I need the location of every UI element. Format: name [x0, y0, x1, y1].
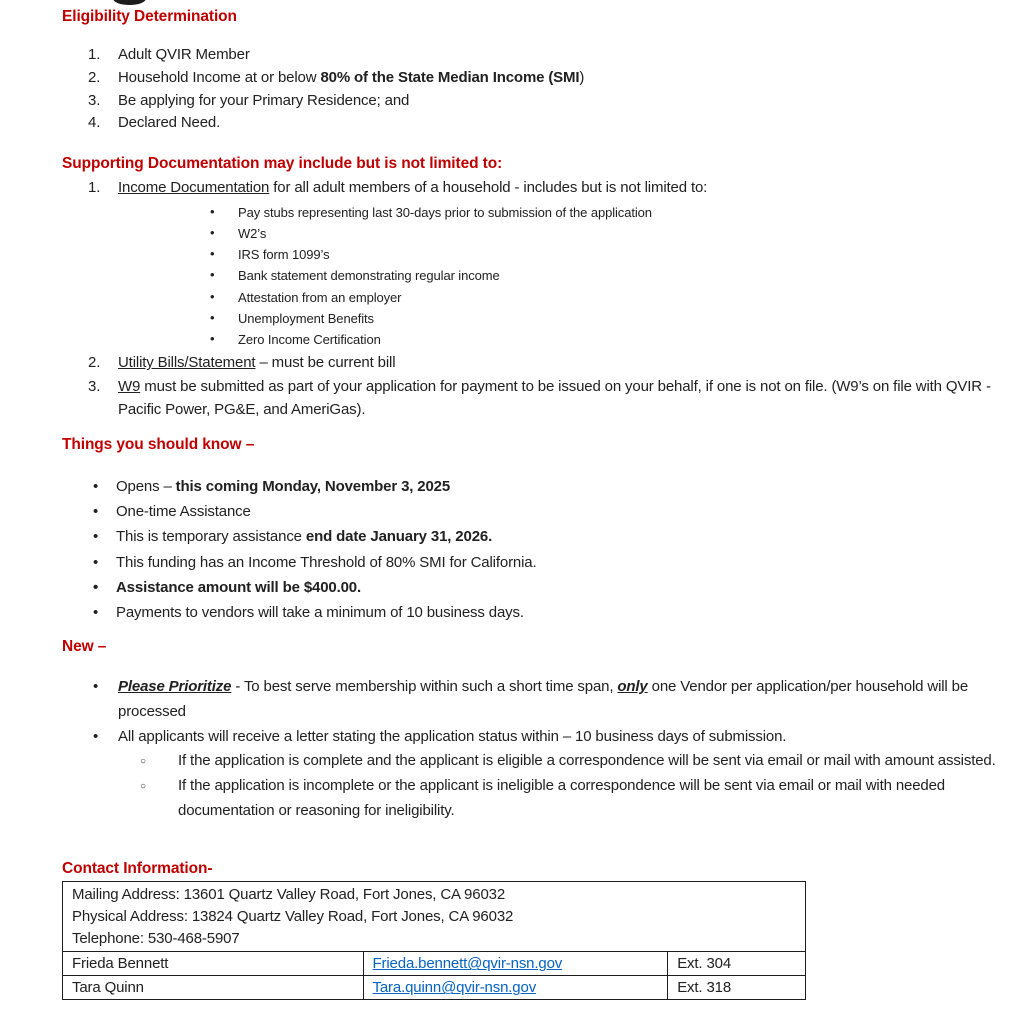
sub-list-item [62, 223, 1010, 244]
sub-list-item-text: Attestation from an employer [238, 289, 402, 305]
supporting-docs-heading: Supporting Documentation may include but is not limited to: [62, 155, 503, 172]
list-item [62, 44, 1010, 67]
mailing-address: Mailing Address: 13601 Quartz Valley Road, Fort Jones, CA 96032 [72, 886, 506, 903]
list-item-text: W9 must be submitted as part of your application for payment to be issued on your behalf, if one is not on file. (W9’s on file with QVIR - Pacific Power, PG&E, and AmeriGas). [118, 378, 991, 419]
bullet-icon: • [93, 528, 99, 546]
bullet-item [62, 499, 1010, 524]
bullet-item [62, 575, 1010, 600]
things-to-know-heading: Things you should know – [62, 436, 255, 453]
table-row-contact [63, 952, 806, 976]
eligibility-list [62, 44, 1010, 135]
bullet-icon: • [93, 578, 99, 596]
list-item [62, 67, 1010, 90]
bullet-icon: • [93, 604, 99, 622]
list-item-text: Household Income at or below 80% of the State Median Income (SMI) [118, 68, 585, 86]
circle-bullet-icon: ○ [140, 756, 146, 768]
bullet-item-text: Payments to vendors will take a minimum of 10 business days. [116, 604, 524, 622]
list-number: 2. [88, 354, 101, 372]
cropped-title-fragment [113, 0, 146, 5]
contact-extension: Ext. 304 [668, 952, 806, 976]
sub-list-item-text: IRS form 1099’s [238, 247, 330, 263]
contact-email-cell [363, 952, 668, 976]
list-number: 1. [88, 179, 101, 196]
bullet-icon: • [210, 225, 215, 240]
bullet-icon: • [93, 678, 99, 695]
bullet-item [62, 474, 1010, 499]
list-item [62, 177, 1010, 200]
table-row-addresses [63, 882, 806, 952]
sub-list-item-text: Unemployment Benefits [238, 310, 374, 326]
new-section-list [62, 675, 1017, 824]
sub-list-item [62, 202, 1010, 223]
supporting-docs-list [62, 177, 1010, 421]
bullet-item-text: Opens – this coming Monday, November 3, 2025 [116, 478, 451, 495]
contact-email-cell [363, 976, 668, 1000]
bullet-icon: • [93, 553, 99, 571]
circle-sub-item [62, 749, 1017, 774]
contact-table [62, 881, 806, 1000]
bullet-icon: • [210, 288, 215, 304]
bullet-item [62, 600, 1010, 625]
list-item-text: Income Documentation for all adult members of a household - includes but is not limited to: [118, 179, 708, 196]
list-item-text: Adult QVIR Member [118, 46, 250, 63]
sub-list-item [62, 308, 1010, 329]
bullet-icon: • [210, 309, 215, 325]
telephone: Telephone: 530-468-5907 [72, 929, 240, 947]
bullet-item [62, 675, 1017, 725]
sub-list-item-text: Zero Income Certification [238, 332, 381, 348]
sub-list-item [62, 244, 1010, 265]
list-item [62, 112, 1010, 135]
bullet-item-text: All applicants will receive a letter stating the application status within – 10 business days of submission. [118, 727, 787, 745]
circle-sub-item-text: If the application is complete and the applicant is eligible a correspondence will be sent via email or mail with amount assisted. [178, 752, 996, 770]
bullet-item [62, 725, 1017, 750]
bullet-item [62, 524, 1010, 549]
bullet-icon: • [210, 246, 215, 262]
income-doc-sublist [62, 202, 1010, 350]
list-item [62, 90, 1010, 113]
list-item [62, 375, 1010, 421]
list-number: 2. [88, 68, 101, 86]
sub-list-item-text: Pay stubs representing last 30-days prior to submission of the application [238, 204, 652, 220]
bullet-item [62, 550, 1010, 575]
things-to-know-list [62, 474, 1010, 625]
contact-info-heading: Contact Information- [62, 860, 213, 877]
sub-list-item-text: Bank statement demonstrating regular income [238, 268, 500, 284]
bullet-icon: • [93, 478, 99, 495]
bullet-icon: • [93, 727, 99, 745]
list-item-text: Utility Bills/Statement – must be current bill [118, 354, 396, 372]
list-number: 3. [88, 378, 101, 396]
list-item-text: Declared Need. [118, 114, 221, 132]
bullet-icon: • [210, 203, 215, 219]
bullet-icon: • [210, 331, 215, 347]
bullet-item-text: Assistance amount will be $400.00. [116, 578, 362, 596]
bullet-item-text: This funding has an Income Threshold of 80% SMI for California. [116, 553, 537, 571]
physical-address: Physical Address: 13824 Quartz Valley Road, Fort Jones, CA 96032 [72, 907, 514, 925]
table-row-contact [63, 976, 806, 1000]
list-item-text: Be applying for your Primary Residence; and [118, 91, 410, 109]
email-link[interactable]: Tara.quinn@qvir-nsn.gov [372, 979, 537, 997]
new-section-heading: New – [62, 638, 107, 655]
sub-list-item-text: W2’s [238, 226, 267, 241]
sub-list-item [62, 287, 1010, 308]
sub-list-item [62, 265, 1010, 286]
circle-sub-item-text: If the application is incomplete or the applicant is ineligible a correspondence will be sent via email or mail with needed documentation or reasoning for ineligibility. [178, 777, 945, 819]
address-cell [63, 882, 806, 952]
email-link[interactable]: Frieda.bennett@qvir-nsn.gov [372, 955, 563, 973]
bullet-item-text: One-time Assistance [116, 503, 251, 521]
sub-list-item [62, 329, 1010, 350]
list-number: 4. [88, 114, 101, 132]
list-item [62, 352, 1010, 375]
contact-name: Frieda Bennett [63, 952, 364, 976]
contact-name: Tara Quinn [63, 976, 364, 1000]
bullet-icon: • [93, 503, 99, 521]
bullet-item-text: Please Prioritize - To best serve membership within such a short time span, only one Vendor per application/per household will be processed [118, 678, 969, 720]
contact-extension: Ext. 318 [668, 976, 806, 1000]
list-number: 1. [88, 46, 101, 63]
bullet-icon: • [210, 267, 215, 283]
circle-bullet-icon: ○ [140, 781, 146, 793]
circle-sub-item [62, 774, 1017, 824]
list-number: 3. [88, 91, 101, 109]
bullet-item-text: This is temporary assistance end date January 31, 2026. [116, 528, 493, 546]
eligibility-heading: Eligibility Determination [62, 8, 237, 25]
